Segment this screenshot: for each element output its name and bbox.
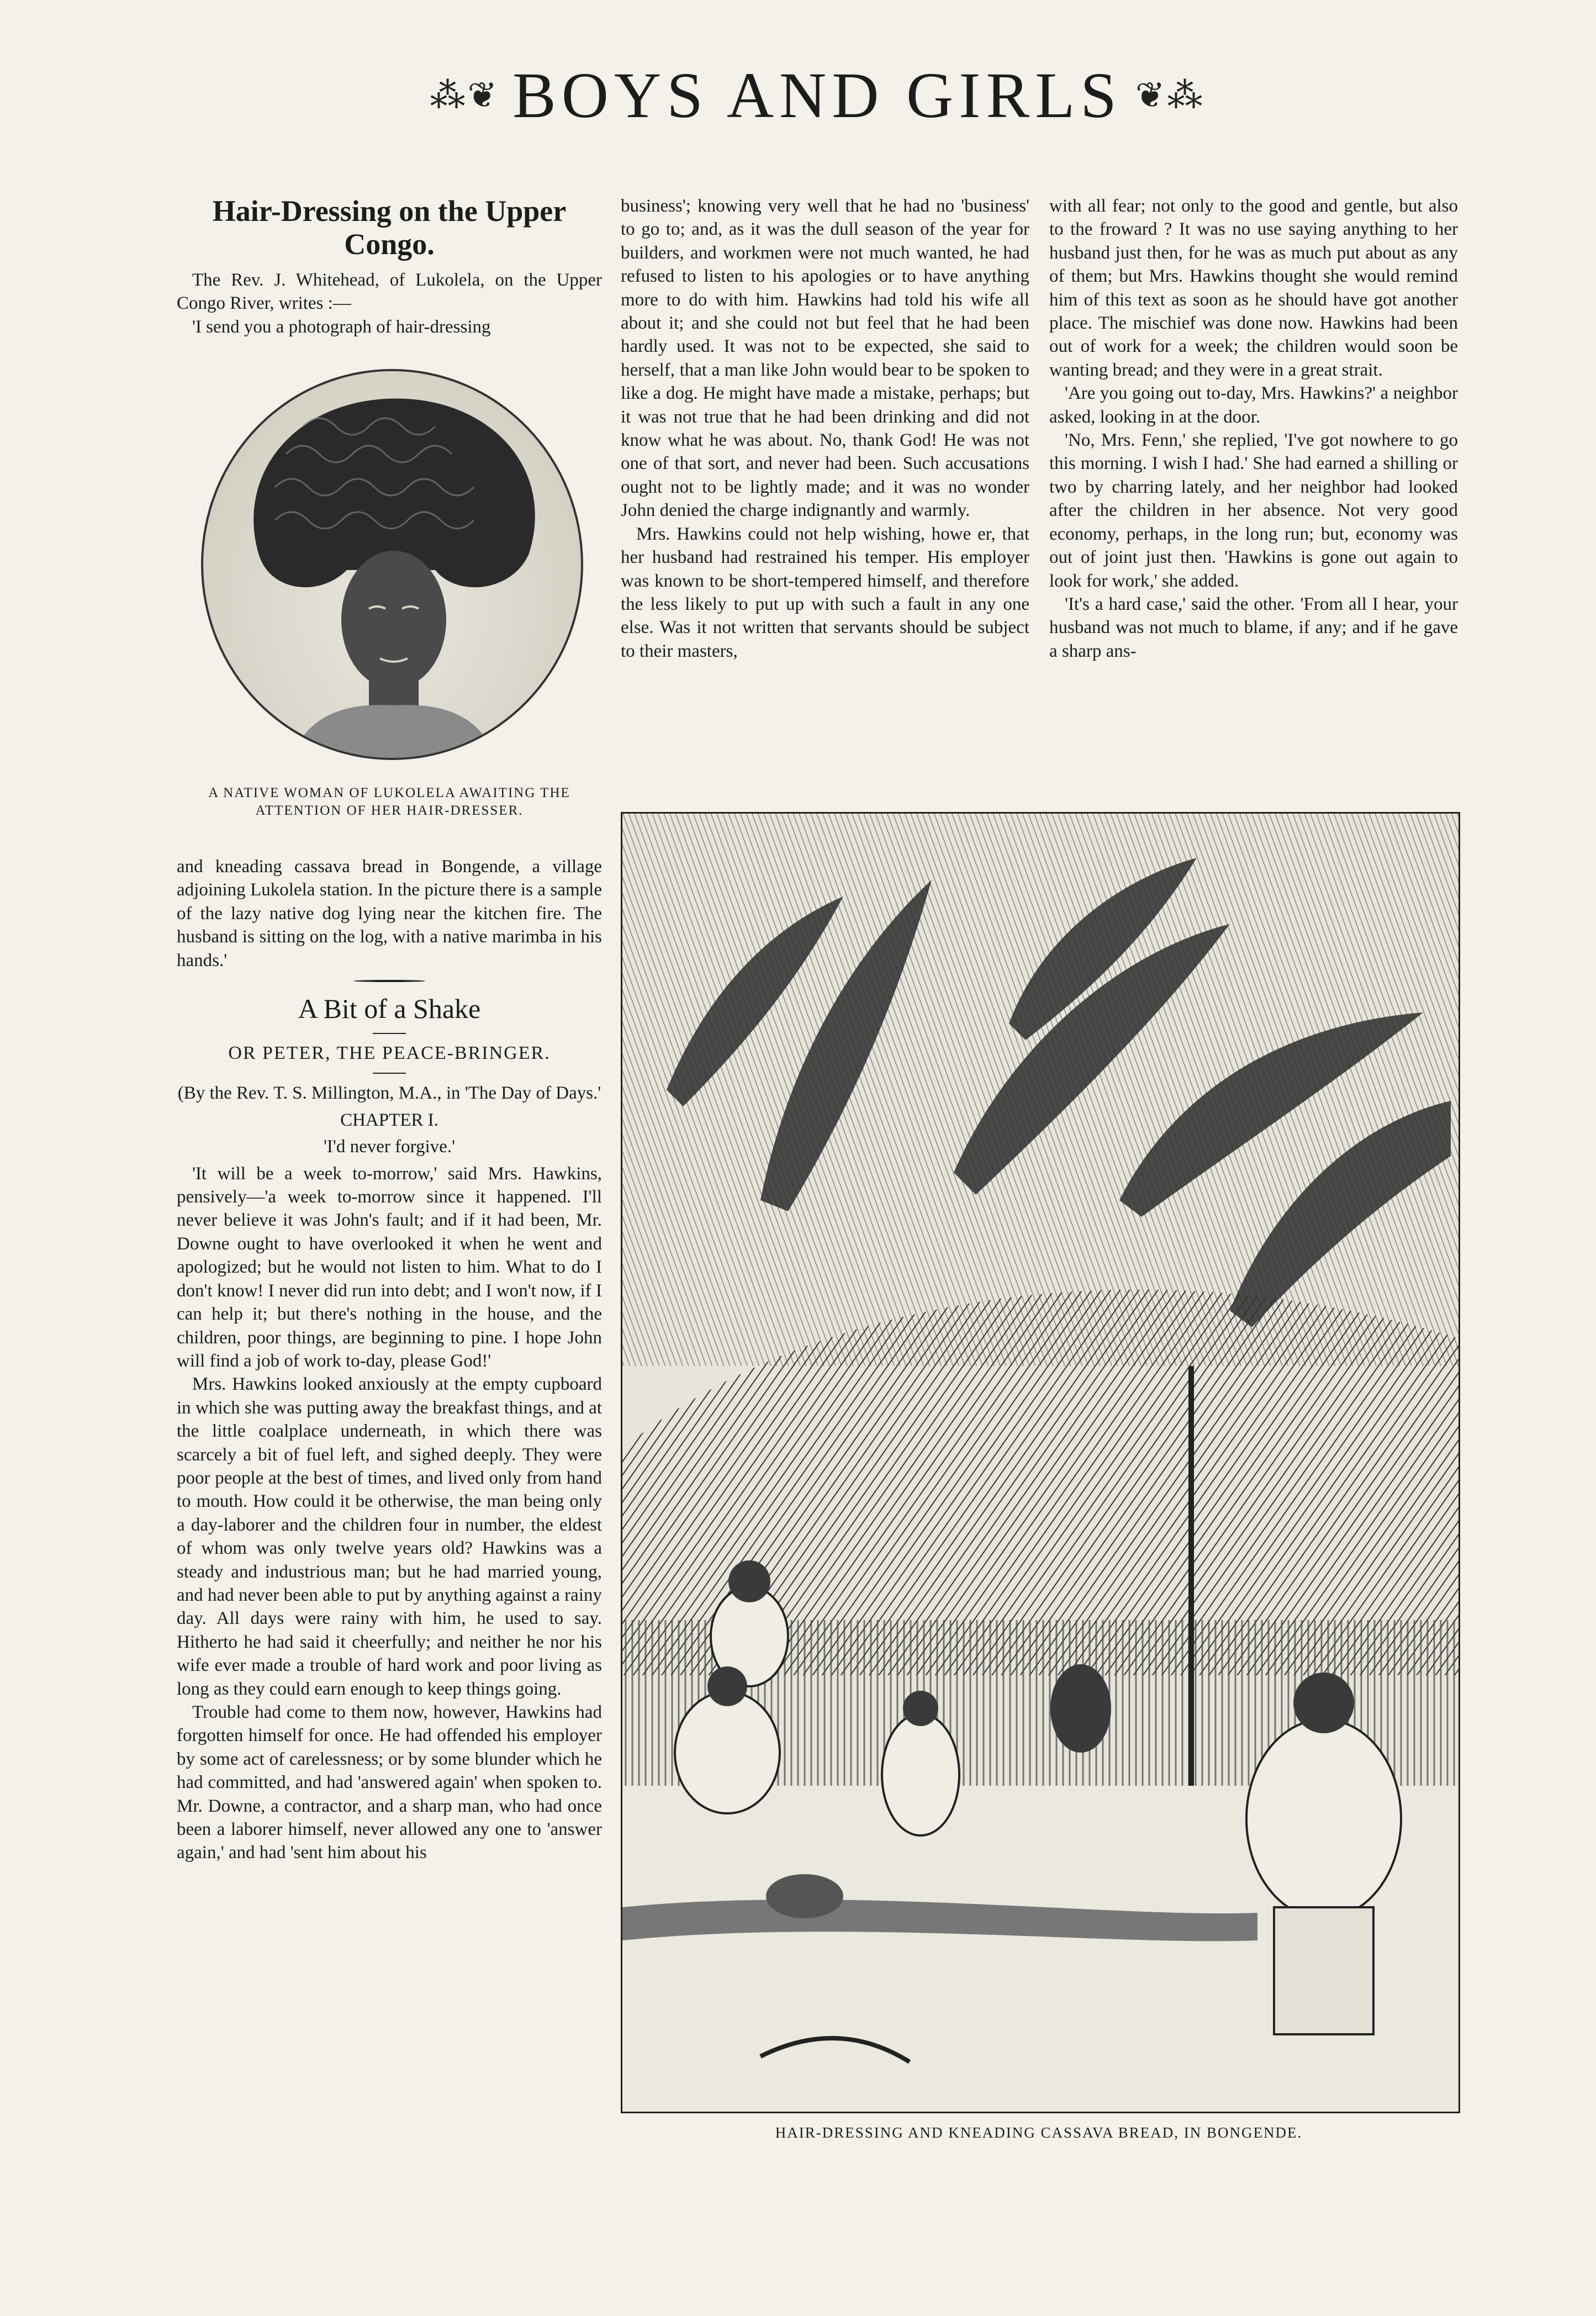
article-continuation: and kneading cassava bread in Bongende, a village adjoining Lukolela station. In the picture there is a sample of the lazy native dog lying near the kitchen fire. The husband is sitting on the log, with a native marimba in his hands.' bbox=[177, 857, 602, 970]
story-paragraph: 'No, Mrs. Fenn,' she replied, 'I've got nowhere to go this morning. I wish I had.' She had earned a shilling or two by charring lately, and her neighbor had looked after the children in her absence. Not very good economy, perhaps, in the long run; but, economy was out of joint just then. 'Hawkins is gone out again to look for work,' she added. bbox=[1049, 430, 1458, 591]
ornament-left-icon: ⁂❦ bbox=[430, 76, 500, 115]
chapter-title: 'I'd never forgive.' bbox=[323, 1137, 456, 1157]
illustration-caption: HAIR-DRESSING AND KNEADING CASSAVA BREAD, IN BONGENDE. bbox=[775, 2124, 1303, 2141]
story-paragraph: Mrs. Hawkins could not help wishing, howe er, that her husband had restrained his temper. His employer was known to be short-tempered himself, and therefore the less likely to put up with such a fault in any one else. Was it not written that servants should be subject to their masters, bbox=[621, 524, 1029, 661]
masthead bbox=[353, 60, 1281, 131]
story-paragraph: 'Are you going out to-day, Mrs. Hawkins?' a neighbor asked, looking in at the door. bbox=[1049, 383, 1458, 427]
column-1-lower bbox=[177, 855, 602, 1865]
article-byline: (By the Rev. T. S. Millington, M.A., in 'The Day of Days.' bbox=[177, 1083, 601, 1104]
village-illustration bbox=[621, 812, 1460, 2113]
article-intro-paragraph: The Rev. J. Whitehead, of Lukolela, on the Upper Congo River, writes :— bbox=[177, 270, 602, 314]
story-paragraph: 'It's a hard case,' said the other. 'From all I hear, your husband was not much to blame, if any; and if he gave a sharp ans- bbox=[1049, 594, 1458, 661]
article-intro-paragraph: 'I send you a photograph of hair-dressing bbox=[192, 316, 491, 337]
story-paragraph: Trouble had come to them now, however, Hawkins had forgotten himself for once. He had offended his employer by some act of carelessness; or by some blunder which he had committed, and had 'answered again' when spoken to. Mr. Downe, a contractor, and a sharp man, who had once been a laborer himself, never allowed any one to 'answer again,' and had 'sent him about his bbox=[177, 1702, 602, 1863]
page-title: BOYS AND GIRLS bbox=[512, 59, 1122, 131]
subtitle-rule bbox=[373, 1073, 406, 1074]
village-scene-drawing bbox=[622, 814, 1458, 2112]
column-1-top bbox=[177, 194, 602, 339]
column-3 bbox=[1049, 194, 1458, 663]
story-paragraph: business'; knowing very well that he had no 'business' to go to; and, as it was the dull season of the year for builders, and workmen were not much wanted, he had refused to listen to his apologies or to have anything more to do with him. Hawkins had told his wife all about it; and she could not but feel that he had been hardly used. It was not to be expected, she said to herself, that a man like John would bear to be spoken to like a dog. He might have made a mistake, perhaps; but it was not true that he had been drinking and did not know what he was about. No, thank God! He was not one of that sort, and never had been. Such accusations ought not to be lightly made; and it was no wonder John denied the charge indignantly and warmly. bbox=[621, 196, 1029, 521]
section-divider bbox=[353, 980, 425, 982]
headline-rule bbox=[373, 1033, 406, 1034]
story-paragraph: with all fear; not only to the good and gentle, but also to the froward ? It was no use saying anything to her husband just then, for he was as much put about as any of them; but Mrs. Hawkins thought she would remind him of this text as soon as he should have got another place. The mischief was done now. Hawkins had been out of work for a week; the children would soon be wanting bread; and they were in a great strait. bbox=[1049, 196, 1458, 380]
article-headline-bit-of-a-shake: A Bit of a Shake bbox=[298, 993, 481, 1025]
article-subtitle: OR PETER, THE PEACE-BRINGER. bbox=[228, 1043, 551, 1064]
story-paragraph: 'It will be a week to-morrow,' said Mrs. Hawkins, pensively—'a week to-morrow since it happened. I'll never believe it was John's fault; and if it had been, Mr. Downe ought to have overlooked it when he went and apologized; but he would not listen to him. What to do I don't know! I never did run into debt; and I won't now, if I can help it; but there's nothing in the house, and the children, poor things, are beginning to pine. I hope John will find a job of work to-day, please God!' bbox=[177, 1163, 602, 1371]
face-shape bbox=[341, 551, 446, 689]
portrait-caption: A NATIVE WOMAN OF LUKOLELA AWAITING THE ATTENTION OF HER HAIR-DRESSER. bbox=[208, 785, 570, 818]
article-headline-hair-dressing: Hair-Dressing on the Upper Congo. bbox=[212, 194, 567, 261]
chapter-heading: CHAPTER I. bbox=[340, 1110, 438, 1130]
ornament-right-icon: ❦⁂ bbox=[1135, 76, 1205, 115]
column-2 bbox=[621, 194, 1029, 663]
portrait-illustration bbox=[201, 369, 583, 760]
portrait-drawing bbox=[203, 371, 581, 758]
story-paragraph: Mrs. Hawkins looked anxiously at the empty cupboard in which she was putting away the breakfast things, and at the little coalplace underneath, in which there was scarcely a bit of fuel left, and sighed deeply. They were poor people at the best of times, and lived only from hand to mouth. How could it be otherwise, the man being only a day-laborer and the children four in number, the eldest of whom was only twelve years old? Hawkins was a steady and industrious man; but he had married young, and had never been able to put by anything against a rainy day. All days were rainy with him, he used to say. Hitherto he had said it cheerfully; and neither he nor his wife ever made a trouble of hard work and poor living as long as they could earn enough to keep things going. bbox=[177, 1374, 602, 1699]
